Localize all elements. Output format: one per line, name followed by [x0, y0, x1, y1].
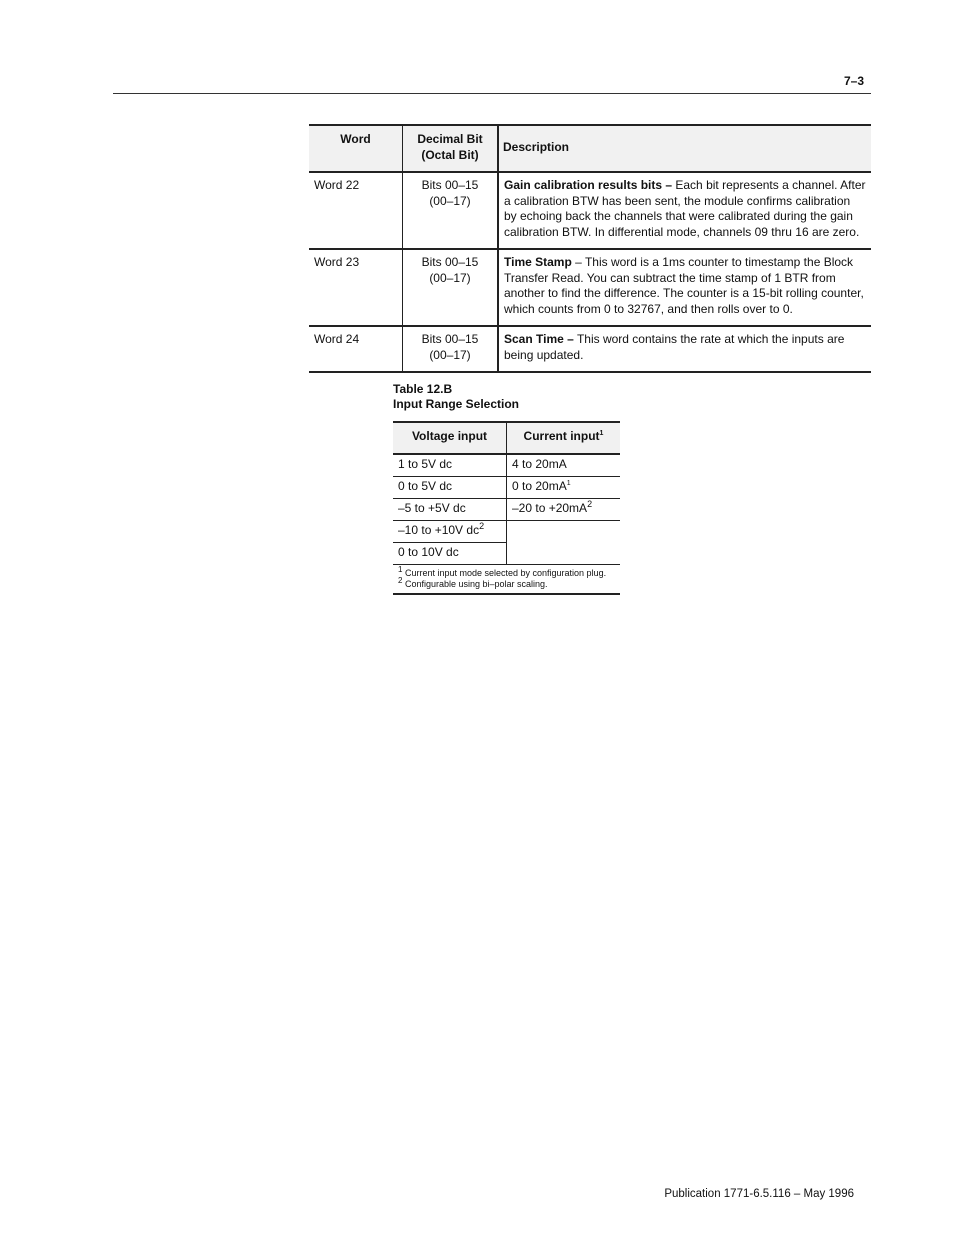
input-range-table	[393, 421, 620, 595]
row-bits-decimal: Bits 00–15	[421, 255, 479, 269]
header-word: Word	[309, 125, 403, 172]
voltage-cell: 0 to 10V dc	[393, 543, 507, 565]
header-current-label: Current input	[523, 429, 600, 443]
voltage-cell: 0 to 5V dc	[393, 477, 507, 499]
header-voltage: Voltage input	[393, 422, 507, 454]
voltage-cell: 1 to 5V dc	[393, 454, 507, 477]
current-cell	[507, 499, 621, 521]
row-description-text: – This word is a 1ms counter to timestamp the Block Transfer Read. You can subtract the time stamp of 1 BTR from another to find the difference. The counter is a 15-bit rolling counter, which counts from 0 to 32767, and then rolls over to 0.	[504, 255, 864, 316]
table-footnotes	[393, 565, 620, 595]
table-title: Input Range Selection	[393, 397, 520, 411]
row-description-text: Each bit represents a channel. After a calibration BTW has been sent, the module confirms calibration by echoing back the channels that were calibrated during the gain calibration BTW. In differential mode, channels 09 thru 16 are zero.	[504, 178, 866, 239]
range-row	[393, 521, 620, 543]
table-caption	[393, 382, 519, 412]
row-bits	[403, 326, 499, 372]
table-header-row	[309, 125, 871, 172]
current-cell-empty	[507, 521, 621, 543]
range-row	[393, 543, 620, 565]
page-number: 7–3	[843, 74, 864, 88]
row-description-title: Time Stamp	[504, 255, 572, 269]
footnote-mark: 1	[566, 480, 571, 487]
header-bit	[403, 125, 499, 172]
row-description	[498, 326, 871, 372]
row-bits	[403, 249, 499, 326]
word-description-table	[309, 124, 871, 373]
table-row	[309, 326, 871, 372]
header-bit-line1: Decimal Bit	[417, 132, 483, 146]
current-value: –20 to +20mA	[512, 501, 588, 515]
header-description: Description	[498, 125, 871, 172]
row-bits-decimal: Bits 00–15	[421, 178, 479, 192]
current-cell	[507, 477, 621, 499]
row-word: Word 24	[309, 326, 403, 372]
row-description-text: This word contains the rate at which the inputs are being updated.	[504, 332, 845, 362]
range-row	[393, 499, 620, 521]
voltage-value: –10 to +10V dc	[398, 523, 480, 537]
row-description	[498, 172, 871, 249]
range-row	[393, 454, 620, 477]
voltage-cell: –5 to +5V dc	[393, 499, 507, 521]
footnote-number: 1	[398, 565, 403, 574]
footnote-text: Configurable using bi–polar scaling.	[402, 579, 548, 589]
row-bits-octal: (00–17)	[429, 193, 471, 208]
current-cell-empty	[507, 543, 621, 565]
header-bit-line2: (Octal Bit)	[421, 147, 479, 162]
footnote-mark: 2	[479, 521, 485, 531]
row-bits	[403, 172, 499, 249]
row-bits-decimal: Bits 00–15	[421, 332, 479, 346]
row-description-title: Scan Time –	[504, 332, 574, 346]
publication-footer: Publication 1771-6.5.116 – May 1996	[664, 1188, 854, 1200]
header-current	[507, 422, 621, 454]
row-bits-octal: (00–17)	[429, 347, 471, 362]
voltage-cell	[393, 521, 507, 543]
footnote-mark: 2	[587, 499, 593, 509]
row-word: Word 23	[309, 249, 403, 326]
range-row	[393, 477, 620, 499]
table-row	[309, 172, 871, 249]
row-description	[498, 249, 871, 326]
footnote-number: 2	[398, 576, 403, 585]
table-row	[309, 249, 871, 326]
footnote-text: Current input mode selected by configuration plug.	[402, 568, 607, 578]
current-cell: 4 to 20mA	[507, 454, 621, 477]
range-header-row	[393, 422, 620, 454]
footnotes-row	[393, 565, 620, 595]
footnote-mark: 1	[599, 430, 604, 437]
row-word: Word 22	[309, 172, 403, 249]
header-rule	[113, 93, 871, 94]
row-bits-octal: (00–17)	[429, 270, 471, 285]
table-number: Table 12.B	[393, 382, 453, 396]
current-value: 0 to 20mA	[512, 479, 567, 493]
row-description-title: Gain calibration results bits –	[504, 178, 673, 192]
